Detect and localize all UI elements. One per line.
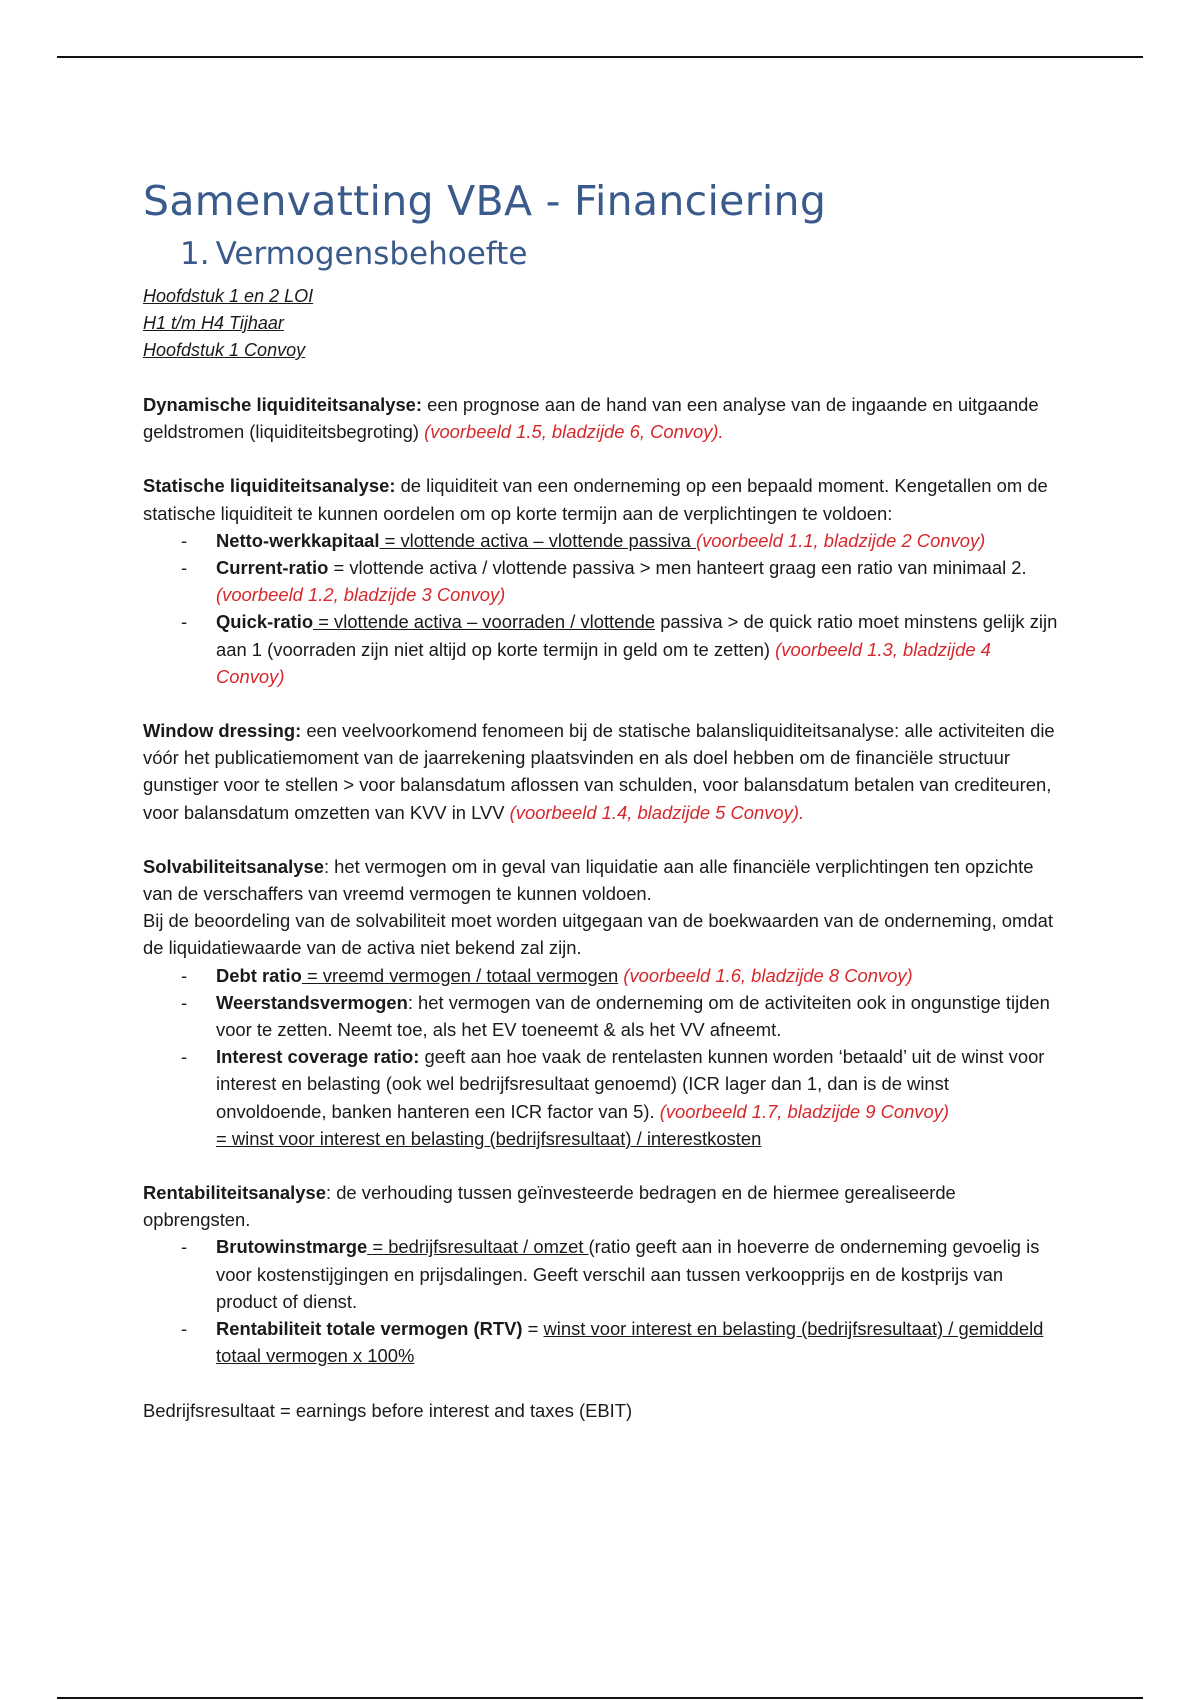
static-analysis-paragraph: [143, 472, 1063, 526]
definition: de liquiditeit van een onderneming op een bepaald moment. Kengetallen om de statische liquiditeit te kunnen oordelen om op korte termijn aan de verplichtingen te voldoen:: [143, 475, 1048, 524]
solvency-paragraph: [143, 853, 1063, 907]
list-item: [143, 1315, 1063, 1369]
list-item: [143, 1233, 1063, 1315]
ratio-term: Brutowinstmarge: [216, 1236, 368, 1258]
solvency-paragraph-2: Bij de beoordeling van de solvabiliteit moet worden uitgegaan van de boekwaarden van de onderneming, omdat de liquidatiewaarde van de activa niet bekend zal zijn.: [143, 910, 1053, 959]
example-ref: (voorbeeld 1.4, bladzijde 5 Convoy).: [509, 801, 805, 823]
term: Dynamische liquiditeitsanalyse:: [143, 394, 423, 415]
list-item: [143, 989, 1063, 1043]
bottom-rule: [57, 1697, 1143, 1699]
footer-note: Bedrijfsresultaat = earnings before interest and taxes (EBIT): [143, 1399, 633, 1421]
ratio-formula: = vreemd vermogen / totaal vermogen: [301, 964, 619, 986]
list-item: [143, 962, 1063, 989]
ratio-formula: = bedrijfsresultaat / omzet: [367, 1236, 589, 1258]
list-item: [143, 527, 1063, 554]
definition: : het vermogen om in geval van liquidatie aan alle financiële verplichtingen ten opzichte van de verschaffers van vreemd vermogen te kunnen voldoen.: [143, 855, 1034, 905]
ratio-text: = vlottende activa / vlottende passiva > men hanteert graag een ratio van minimaal 2.: [328, 557, 1027, 579]
example-ref: (voorbeeld 1.6, bladzijde 8 Convoy): [623, 964, 913, 986]
source-ref: H1 t/m H4 Tijhaar: [143, 313, 284, 333]
term: Solvabiliteitsanalyse: [143, 855, 324, 877]
example-ref: (voorbeeld 1.3, bladzijde 4 Convoy): [216, 638, 991, 687]
example-ref: (voorbeeld 1.1, bladzijde 2 Convoy): [695, 529, 986, 551]
icr-formula: = winst voor interest en belasting (bedrijfsresultaat) / interestkosten: [216, 1127, 762, 1149]
section-number: 1.: [180, 236, 210, 272]
ratio-text: passiva > de quick ratio moet minstens gelijk zijn aan 1 (voorraden zijn niet altijd op korte termijn in geld om te zetten): [216, 611, 1058, 660]
source-ref: Hoofdstuk 1 Convoy: [143, 340, 306, 360]
ratio-term: Current-ratio: [216, 557, 329, 579]
ratio-text: (ratio geeft aan in hoeverre de onderneming gevoelig is voor kostenstijgingen en prijsdalingen. Geeft verschil aan tussen verkoopprijs en de kostprijs van product of dienst.: [216, 1236, 1040, 1312]
static-ratio-list: [143, 527, 1063, 690]
section-heading: [180, 233, 1063, 275]
term: Statische liquiditeitsanalyse:: [143, 475, 396, 497]
top-rule: [57, 56, 1143, 58]
source-references: [143, 283, 1063, 364]
ratio-text: =: [522, 1318, 544, 1340]
term: Window dressing:: [143, 720, 302, 742]
definition: een veelvoorkomend fenomeen bij de statische balansliquiditeitsanalyse: alle activiteiten die vóór het publicatiemoment van de jaarrekening plaatsvinden en als doel hebben om de financiële structuur gunstiger voor te stellen > voor balansdatum aflossen van schulden, voor balansdatum betalen van crediteuren, voor balansdatum omzetten van KVV in LVV: [143, 720, 1055, 823]
term: Rentabiliteitsanalyse: [143, 1182, 326, 1204]
ratio-formula: winst voor interest en belasting (bedrijfsresultaat) / gemiddeld totaal vermogen x 100%: [216, 1318, 1044, 1367]
list-item: [143, 608, 1063, 690]
ratio-formula: = vlottende activa – vlottende passiva: [379, 529, 696, 551]
ratio-term: Netto-werkkapitaal: [216, 529, 380, 551]
ratio-term: Debt ratio: [216, 964, 302, 986]
ratio-text: geeft aan hoe vaak de rentelasten kunnen worden ‘betaald’ uit de winst voor interest en belasting (ook wel bedrijfsresultaat genoemd) (ICR lager dan 1, dan is de winst onvoldoende, banken hanteren een ICR factor van 5).: [216, 1046, 1045, 1122]
list-item: [143, 1043, 1063, 1125]
ratio-term: Rentabiliteit totale vermogen (RTV): [216, 1318, 523, 1340]
ratio-term: Weerstandsvermogen: [216, 991, 408, 1013]
example-ref: (voorbeeld 1.2, bladzijde 3 Convoy): [216, 584, 506, 606]
ratio-text: : het vermogen van de onderneming om de activiteiten ook in ongunstige tijden voor te zetten. Neemt toe, als het EV toeneemt & als het VV afneemt.: [216, 991, 1050, 1041]
ratio-formula: = vlottende activa – voorraden / vlottende: [313, 611, 656, 633]
window-dressing-paragraph: [143, 717, 1063, 826]
example-ref: (voorbeeld 1.7, bladzijde 9 Convoy): [659, 1100, 950, 1122]
document-title: Samenvatting VBA - Financiering: [143, 177, 827, 225]
profitability-ratio-list: [143, 1233, 1063, 1369]
solvency-ratio-list: [143, 962, 1063, 1125]
definition: een prognose aan de hand van een analyse van de ingaande en uitgaande geldstromen (liquiditeitsbegroting): [143, 394, 1039, 443]
profitability-paragraph: [143, 1179, 1063, 1233]
list-item: [143, 554, 1063, 608]
source-ref: Hoofdstuk 1 en 2 LOI: [143, 286, 314, 306]
dynamic-analysis-paragraph: [143, 391, 1063, 445]
ratio-term: Interest coverage ratio:: [216, 1046, 420, 1068]
example-ref: (voorbeeld 1.5, bladzijde 6, Convoy).: [424, 421, 724, 443]
document-page: [143, 175, 1063, 1424]
ratio-term: Quick-ratio: [216, 611, 314, 633]
definition: : de verhouding tussen geïnvesteerde bedragen en de hiermee gerealiseerde opbrengsten.: [143, 1182, 956, 1231]
section-title: Vermogensbehoefte: [215, 236, 528, 272]
